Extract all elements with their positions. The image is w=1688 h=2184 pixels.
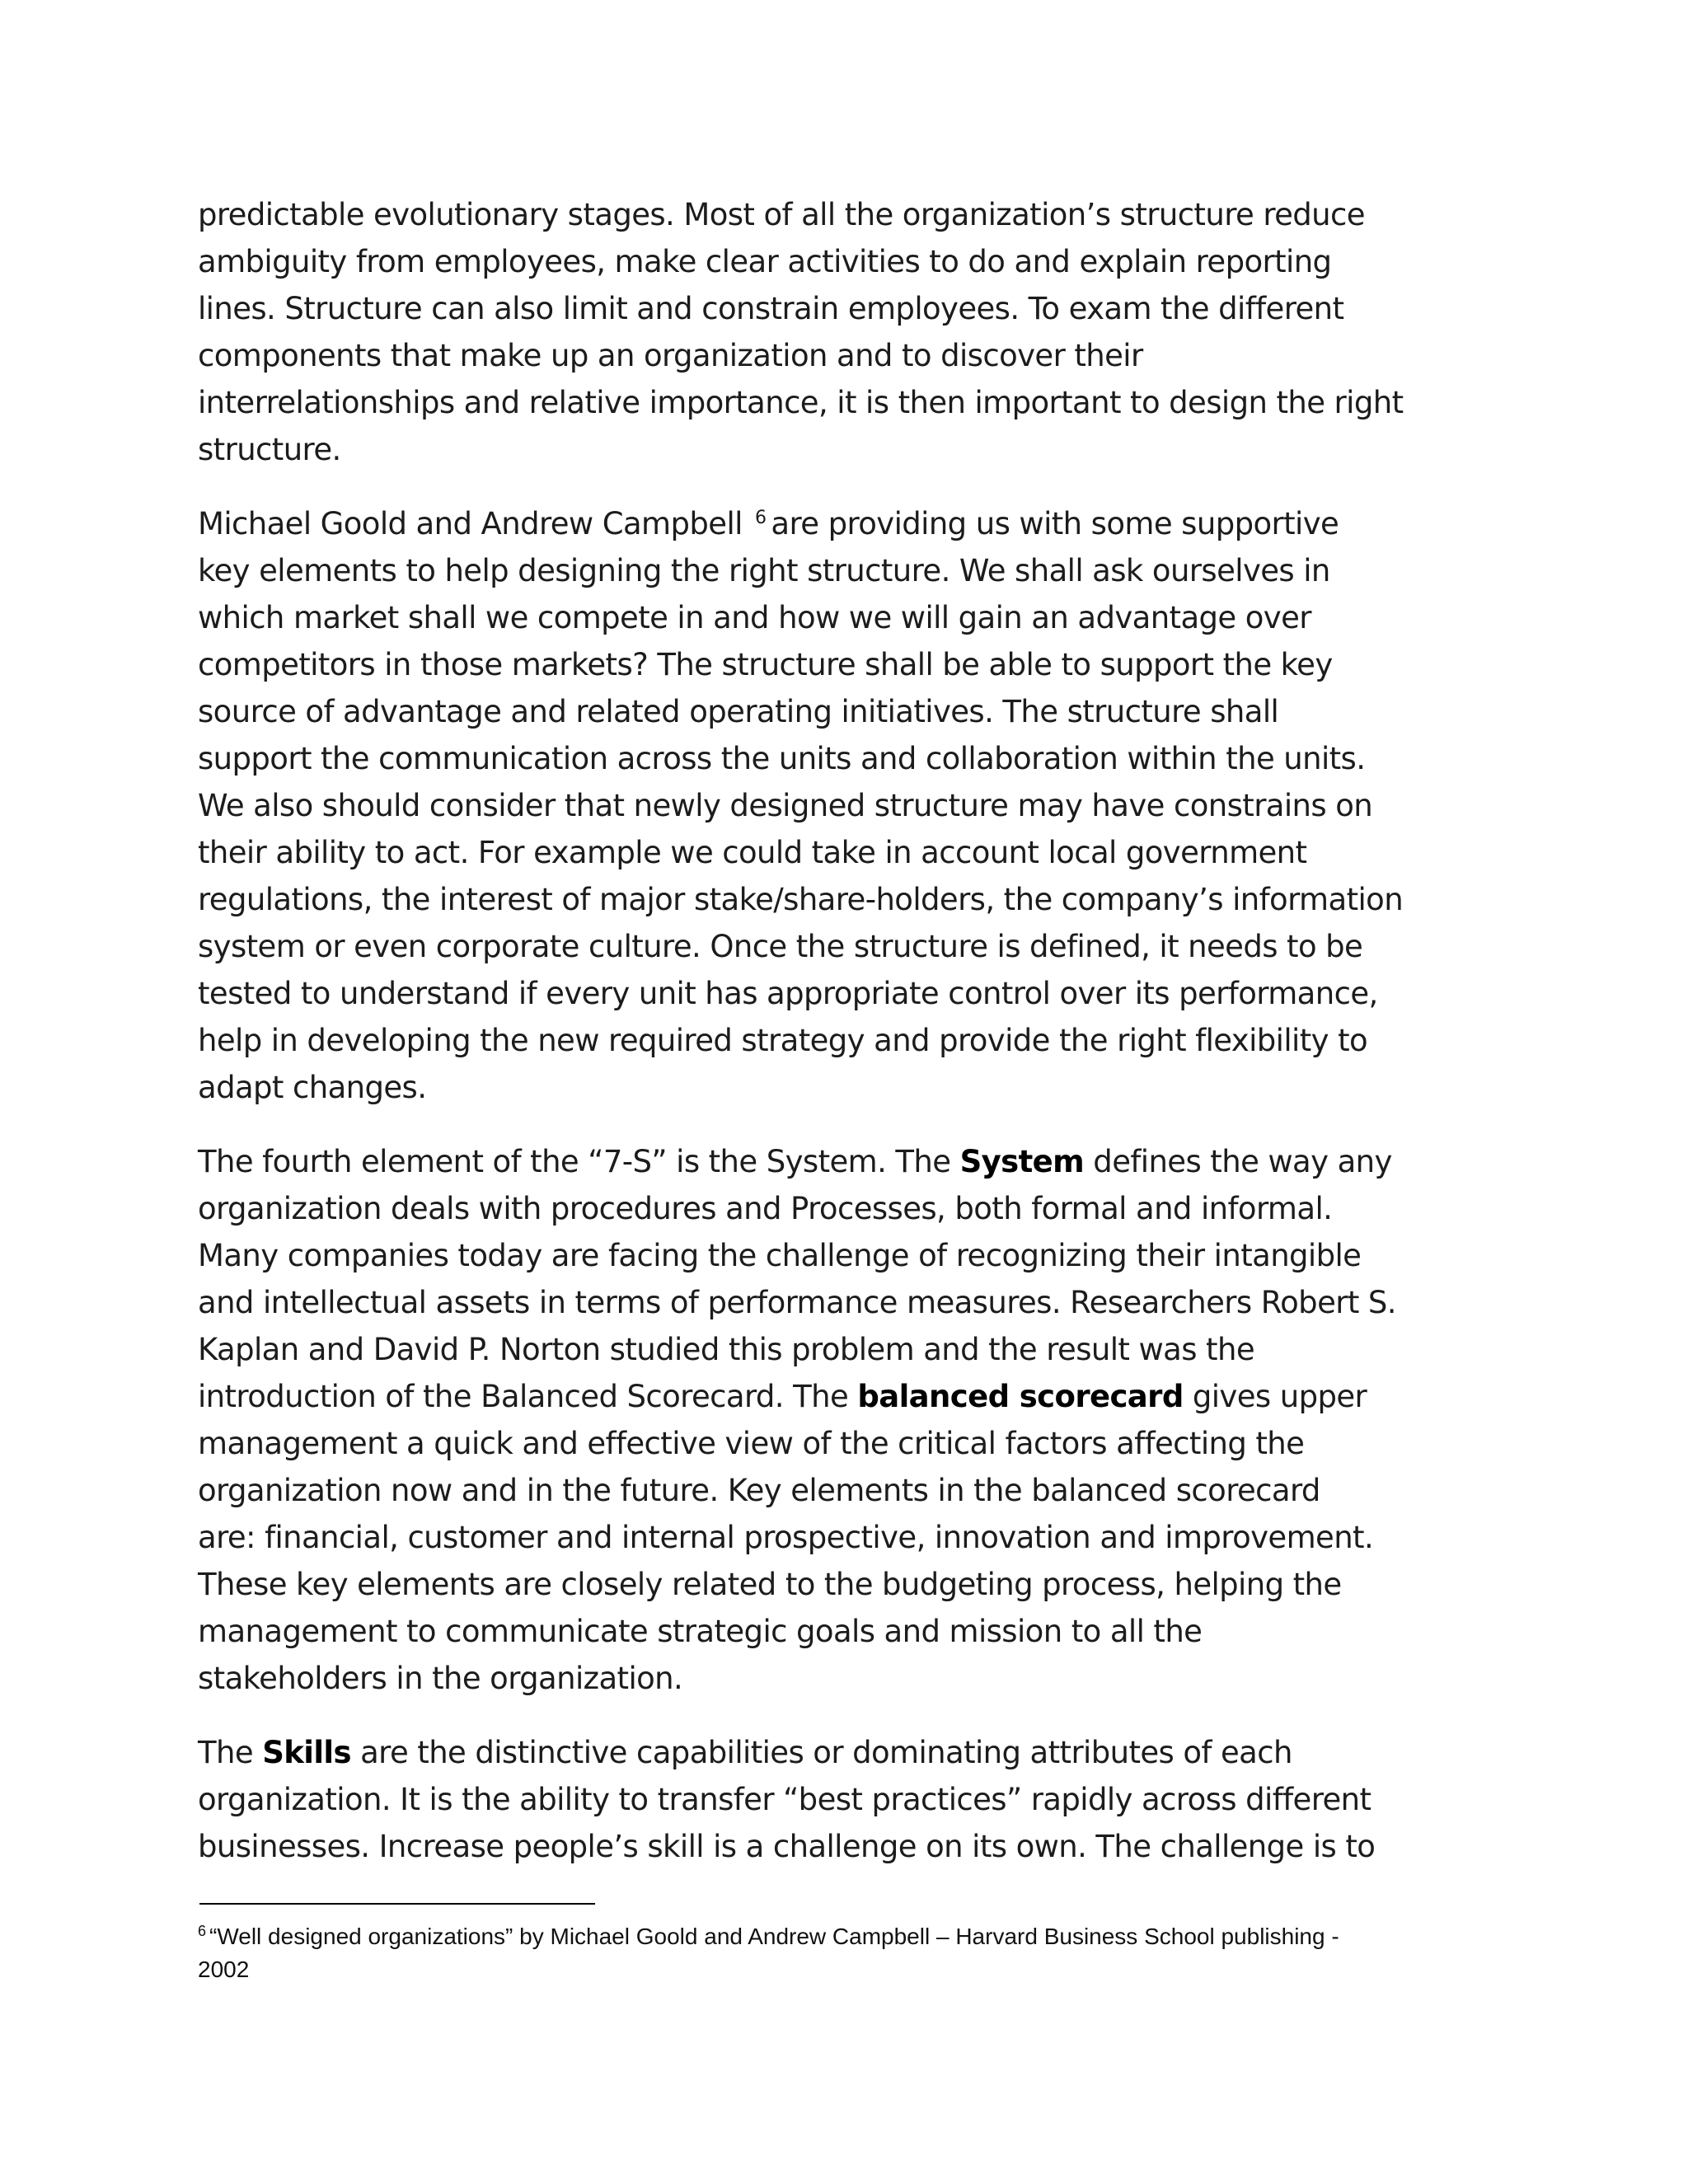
text-line: system or even corporate culture. Once the structure is defined, it needs to be (198, 929, 1363, 964)
text-line: their ability to act. For example we could take in account local government (198, 835, 1307, 870)
text-line: management to communicate strategic goals and mission to all the (198, 1614, 1203, 1649)
footnote-reference[interactable]: 6 (754, 507, 767, 528)
footnote-number: 6 (198, 1922, 207, 1939)
text-line: structure. (198, 432, 341, 467)
text-run: Michael Goold and Andrew Campbell (198, 506, 752, 541)
footnote-line: 2002 (198, 1957, 250, 1982)
text-line: are: financial, customer and internal prospective, innovation and improvement. (198, 1520, 1374, 1555)
text-run: defines the way any (1084, 1144, 1392, 1179)
text-line: These key elements are closely related to the budgeting process, helping the (198, 1567, 1342, 1602)
text-line: components that make up an organization and to discover their (198, 338, 1143, 373)
text-line: tested to understand if every unit has appropriate control over its performance, (198, 976, 1378, 1011)
text-run: introduction of the Balanced Scorecard. The (198, 1379, 858, 1414)
text-line: businesses. Increase people’s skill is a challenge on its own. The challenge is to (198, 1829, 1376, 1864)
text-run: The fourth element of the “7-S” is the System. The (198, 1144, 960, 1179)
text-line: adapt changes. (198, 1070, 427, 1105)
text-line: stakeholders in the organization. (198, 1661, 683, 1696)
paragraph-goold-campbell (198, 500, 1500, 1111)
paragraph-structure-intro (198, 191, 1500, 473)
text-line (198, 500, 1500, 547)
text-line: interrelationships and relative importance, it is then important to design the right (198, 385, 1404, 420)
bold-term-balanced-scorecard: balanced scorecard (857, 1379, 1184, 1414)
bold-term-skills: Skills (262, 1735, 351, 1770)
text-line (198, 1729, 1500, 1776)
text-line (198, 1138, 1500, 1185)
text-line: Kaplan and David P. Norton studied this problem and the result was the (198, 1332, 1254, 1367)
paragraph-skills (198, 1729, 1500, 1870)
text-line: regulations, the interest of major stake/share-holders, the company’s information (198, 882, 1404, 917)
text-run: The (198, 1735, 263, 1770)
footnote-separator (199, 1903, 595, 1905)
footnote-text: “Well designed organizations” by Michael Goold and Andrew Campbell – Harvard Business School publishing - (209, 1924, 1339, 1949)
bold-term-system: System (959, 1144, 1085, 1179)
text-line: ambiguity from employees, make clear activities to do and explain reporting (198, 244, 1332, 279)
text-run: gives upper (1183, 1379, 1367, 1414)
text-line: competitors in those markets? The structure shall be able to support the key (198, 647, 1333, 682)
text-line (198, 1373, 1500, 1420)
text-line: which market shall we compete in and how we will gain an advantage over (198, 600, 1311, 635)
text-run: are the distinctive capabilities or dominating attributes of each (350, 1735, 1292, 1770)
text-line: and intellectual assets in terms of performance measures. Researchers Robert S. (198, 1285, 1396, 1320)
text-line: organization. It is the ability to transfer “best practices” rapidly across different (198, 1782, 1372, 1817)
text-line: predictable evolutionary stages. Most of all the organization’s structure reduce (198, 197, 1365, 232)
footnote-line (198, 1920, 1500, 1953)
paragraph-system (198, 1138, 1500, 1702)
body-text (198, 191, 1500, 1897)
text-line: management a quick and effective view of the critical factors affecting the (198, 1426, 1305, 1461)
footnote (198, 1920, 1500, 1986)
text-line: organization deals with procedures and Processes, both formal and informal. (198, 1191, 1333, 1226)
text-line: support the communication across the units and collaboration within the units. (198, 741, 1366, 776)
text-line: We also should consider that newly designed structure may have constrains on (198, 788, 1373, 823)
text-line: lines. Structure can also limit and constrain employees. To exam the different (198, 291, 1344, 326)
text-line: key elements to help designing the right structure. We shall ask ourselves in (198, 553, 1330, 588)
text-line: Many companies today are facing the challenge of recognizing their intangible (198, 1238, 1362, 1273)
text-run: are providing us with some supportive (771, 506, 1339, 541)
text-line: organization now and in the future. Key elements in the balanced scorecard (198, 1473, 1320, 1508)
text-line: source of advantage and related operating initiatives. The structure shall (198, 694, 1279, 729)
text-line: help in developing the new required strategy and provide the right flexibility to (198, 1023, 1368, 1058)
